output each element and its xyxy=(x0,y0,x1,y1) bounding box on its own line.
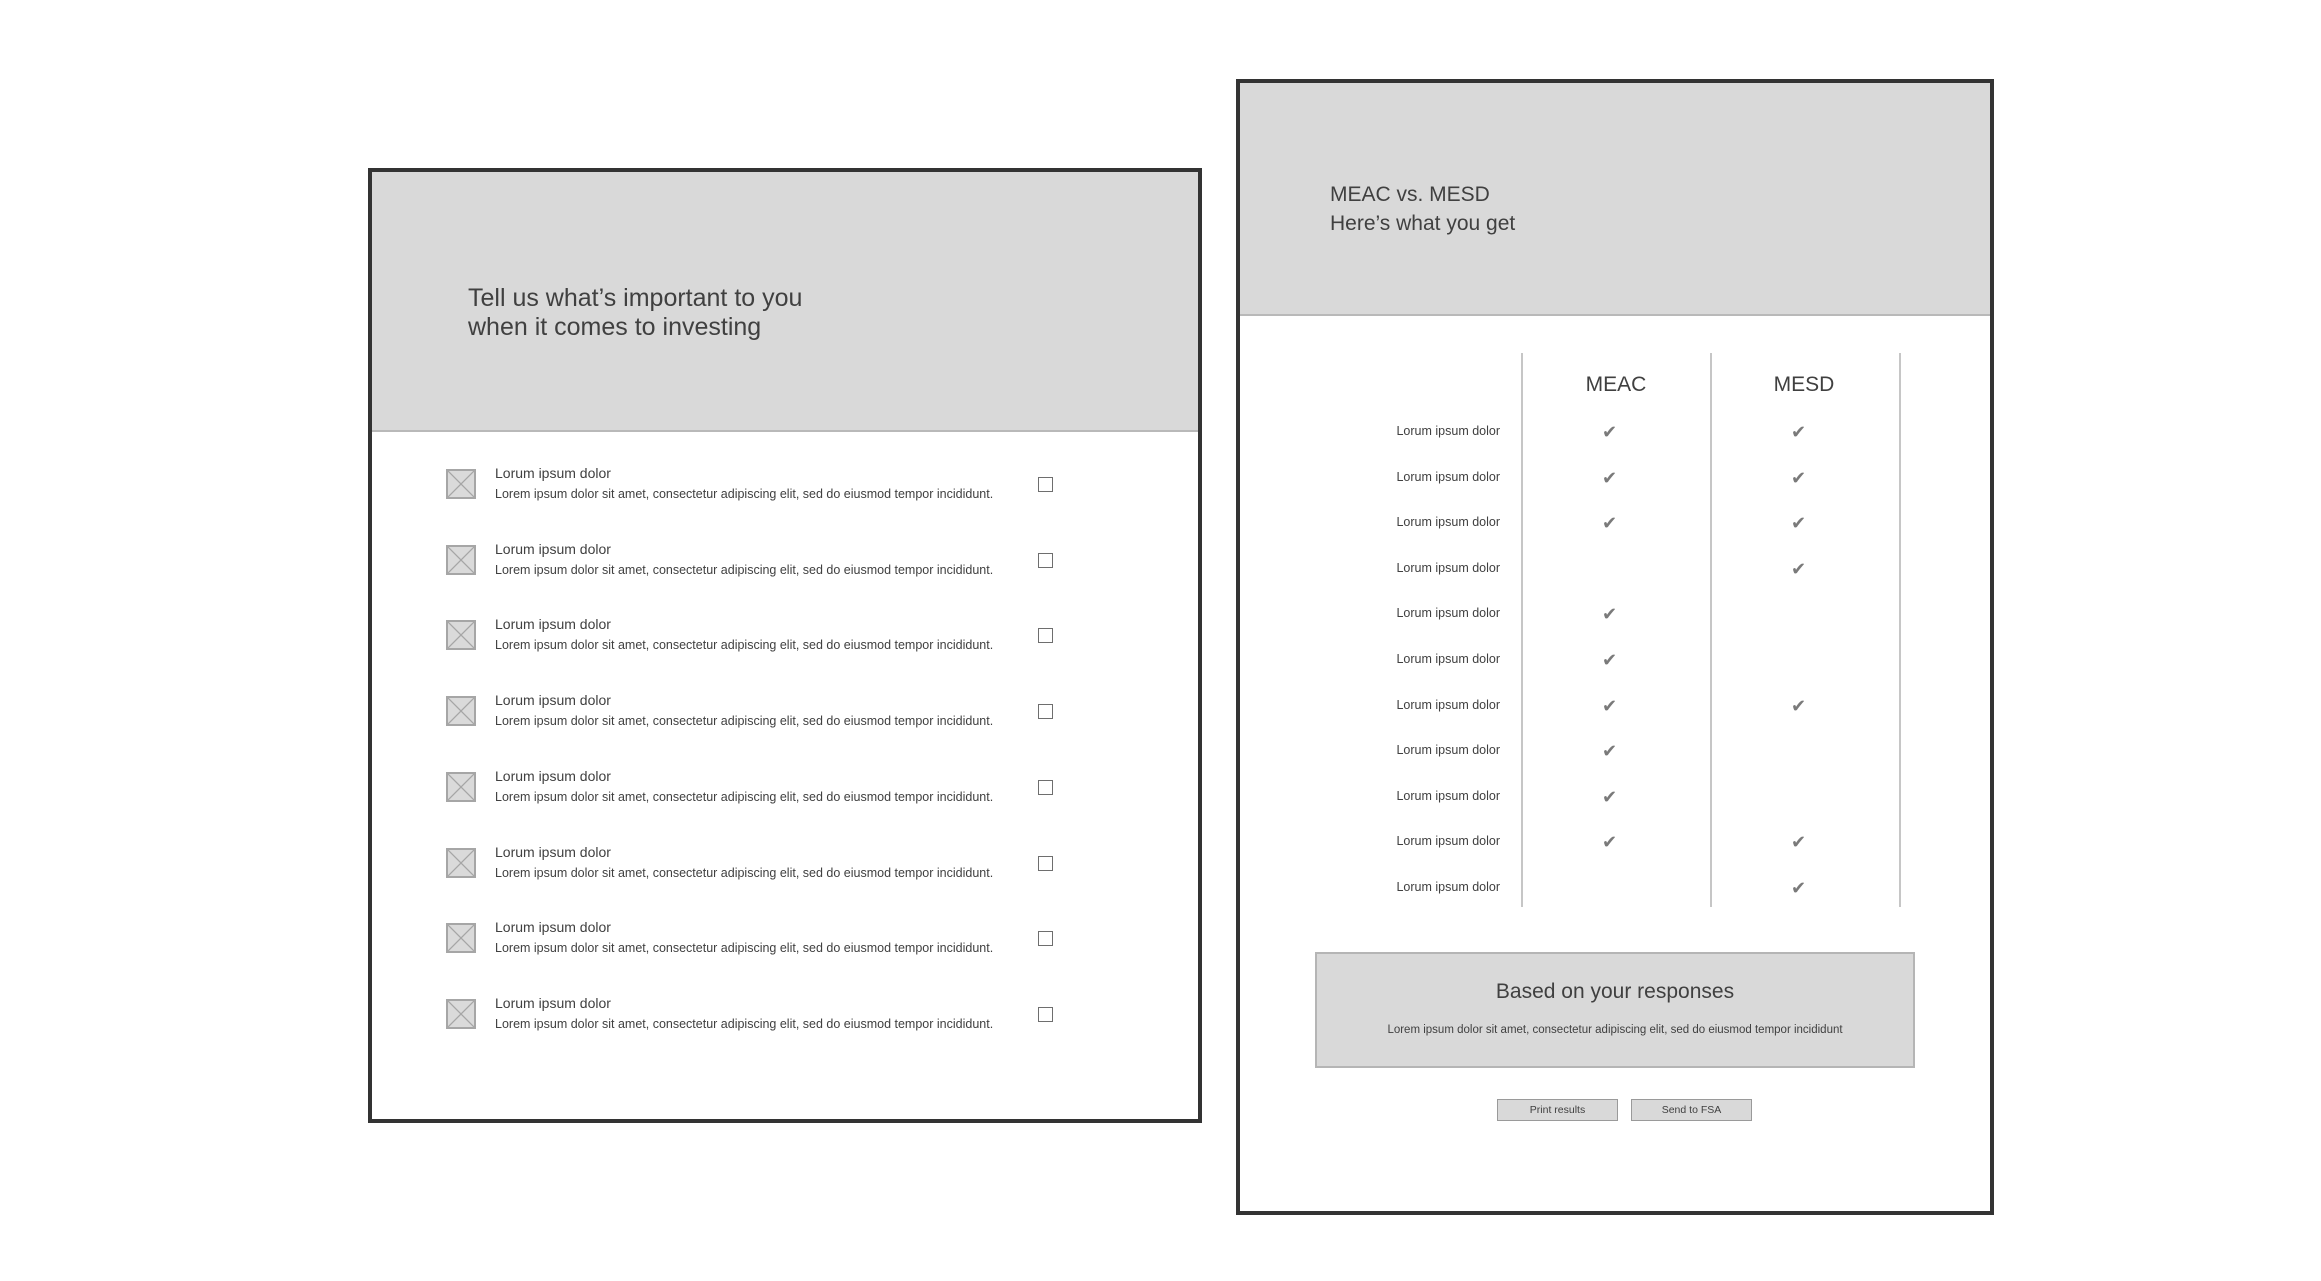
preference-item xyxy=(446,919,1146,979)
preference-description: Lorem ipsum dolor sit amet, consectetur adipiscing elit, sed do eiusmod tempor incididunt. xyxy=(495,562,994,577)
preference-title: Lorum ipsum dolor xyxy=(495,465,611,481)
preferences-header xyxy=(372,172,1198,432)
preference-item xyxy=(446,541,1146,601)
checkmark-icon: ✔ xyxy=(1602,467,1618,488)
checkmark-icon: ✔ xyxy=(1602,741,1618,762)
preference-item xyxy=(446,465,1146,525)
image-placeholder-icon xyxy=(446,923,476,953)
comparison-header xyxy=(1240,83,1990,316)
summary-text: Lorem ipsum dolor sit amet, consectetur adipiscing elit, sed do eiusmod tempor incididunt xyxy=(1387,1024,1843,1036)
feature-label: Lorum ipsum dolor xyxy=(1396,743,1500,758)
image-placeholder-icon xyxy=(446,772,476,802)
image-placeholder-icon xyxy=(446,620,476,650)
preference-title: Lorum ipsum dolor xyxy=(495,692,611,709)
image-placeholder-icon xyxy=(446,696,476,726)
preference-title: Lorum ipsum dolor xyxy=(495,994,611,1011)
checkmark-icon: ✔ xyxy=(1602,422,1618,442)
preference-title: Lorum ipsum dolor xyxy=(495,919,611,936)
print-results-button[interactable]: Print results xyxy=(1497,1099,1618,1121)
checkmark-icon: ✔ xyxy=(1791,513,1807,534)
preference-checkbox[interactable] xyxy=(1038,1007,1053,1022)
preference-title: Lorum ipsum dolor xyxy=(495,767,611,784)
preference-item xyxy=(446,844,1146,904)
preferences-heading-line2: when it comes to investing xyxy=(468,313,762,341)
checkmark-icon: ✔ xyxy=(1791,558,1807,579)
image-placeholder-icon xyxy=(446,999,476,1029)
checkmark-icon: ✔ xyxy=(1791,422,1807,442)
preference-checkbox[interactable] xyxy=(1038,780,1053,795)
feature-label: Lorum ipsum dolor xyxy=(1396,834,1500,849)
feature-label: Lorum ipsum dolor xyxy=(1396,606,1500,621)
preference-title: Lorum ipsum dolor xyxy=(495,843,611,860)
comparison-row xyxy=(1240,464,1990,494)
comparison-heading-line1: MEAC vs. MESD xyxy=(1330,183,1490,206)
feature-label: Lorum ipsum dolor xyxy=(1396,652,1500,666)
feature-label: Lorum ipsum dolor xyxy=(1396,788,1500,803)
comparison-row xyxy=(1240,828,1990,858)
comparison-row xyxy=(1240,418,1990,448)
preferences-heading-line1: Tell us what’s important to you xyxy=(468,284,803,312)
image-placeholder-icon xyxy=(446,545,476,575)
preferences-panel xyxy=(368,168,1202,1123)
preference-checkbox[interactable] xyxy=(1038,553,1053,568)
feature-label: Lorum ipsum dolor xyxy=(1396,560,1500,575)
preference-item xyxy=(446,616,1146,676)
preference-title: Lorum ipsum dolor xyxy=(495,540,611,557)
comparison-row xyxy=(1240,646,1990,676)
results-summary xyxy=(1315,952,1915,1068)
preference-description: Lorem ipsum dolor sit amet, consectetur adipiscing elit, sed do eiusmod tempor incididunt. xyxy=(495,789,994,804)
feature-label: Lorum ipsum dolor xyxy=(1396,880,1500,894)
preference-item xyxy=(446,768,1146,828)
comparison-row xyxy=(1240,600,1990,630)
checkmark-icon: ✔ xyxy=(1791,878,1807,898)
preference-title: Lorum ipsum dolor xyxy=(495,616,611,633)
checkmark-icon: ✔ xyxy=(1791,832,1807,853)
preference-description: Lorem ipsum dolor sit amet, consectetur adipiscing elit, sed do eiusmod tempor incididunt. xyxy=(495,941,994,956)
preference-description: Lorem ipsum dolor sit amet, consectetur adipiscing elit, sed do eiusmod tempor incididunt. xyxy=(495,865,994,880)
checkmark-icon: ✔ xyxy=(1602,832,1618,853)
feature-label: Lorum ipsum dolor xyxy=(1396,424,1500,438)
checkmark-icon: ✔ xyxy=(1791,695,1807,716)
column-header-meac: MEAC xyxy=(1585,373,1647,396)
comparison-panel xyxy=(1236,79,1994,1215)
preference-checkbox[interactable] xyxy=(1038,477,1053,492)
summary-title: Based on your responses xyxy=(1495,980,1735,1003)
comparison-row xyxy=(1240,737,1990,767)
preference-item xyxy=(446,692,1146,752)
column-header-mesd: MESD xyxy=(1773,373,1835,396)
image-placeholder-icon xyxy=(446,469,476,499)
checkmark-icon: ✔ xyxy=(1602,695,1618,716)
comparison-row xyxy=(1240,692,1990,722)
checkmark-icon: ✔ xyxy=(1602,513,1618,534)
preference-checkbox[interactable] xyxy=(1038,856,1053,871)
preference-description: Lorem ipsum dolor sit amet, consectetur adipiscing elit, sed do eiusmod tempor incididunt. xyxy=(495,1016,994,1031)
comparison-row xyxy=(1240,555,1990,585)
comparison-row xyxy=(1240,783,1990,813)
checkmark-icon: ✔ xyxy=(1602,650,1618,670)
preference-description: Lorem ipsum dolor sit amet, consectetur adipiscing elit, sed do eiusmod tempor incididunt. xyxy=(495,487,994,501)
comparison-heading-line2: Here’s what you get xyxy=(1330,212,1516,235)
preference-item xyxy=(446,995,1146,1055)
checkmark-icon: ✔ xyxy=(1791,467,1807,488)
send-to-fsa-button[interactable]: Send to FSA xyxy=(1631,1099,1752,1121)
checkmark-icon: ✔ xyxy=(1602,786,1618,807)
comparison-row xyxy=(1240,509,1990,539)
feature-label: Lorum ipsum dolor xyxy=(1396,515,1500,530)
feature-label: Lorum ipsum dolor xyxy=(1396,469,1500,484)
preference-description: Lorem ipsum dolor sit amet, consectetur adipiscing elit, sed do eiusmod tempor incididunt. xyxy=(495,638,994,653)
checkmark-icon: ✔ xyxy=(1602,604,1618,625)
preference-checkbox[interactable] xyxy=(1038,931,1053,946)
comparison-row xyxy=(1240,874,1990,904)
image-placeholder-icon xyxy=(446,848,476,878)
preference-checkbox[interactable] xyxy=(1038,628,1053,643)
preference-description: Lorem ipsum dolor sit amet, consectetur adipiscing elit, sed do eiusmod tempor incididunt. xyxy=(495,714,994,729)
feature-label: Lorum ipsum dolor xyxy=(1396,697,1500,712)
preference-checkbox[interactable] xyxy=(1038,704,1053,719)
